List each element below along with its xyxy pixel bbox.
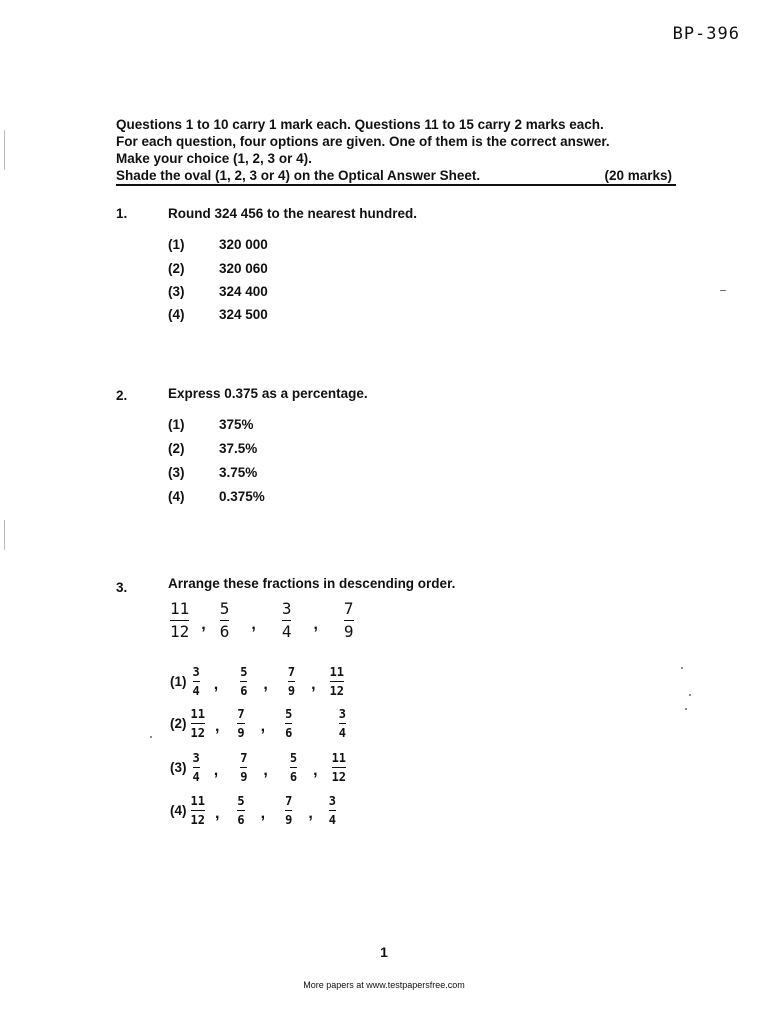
- denominator: 6: [219, 622, 230, 641]
- numerator: 7: [343, 599, 354, 618]
- option-value: 324 400: [219, 284, 268, 299]
- fraction: [220, 601, 230, 640]
- numerator: 7: [287, 665, 296, 679]
- separator: ,: [260, 804, 266, 822]
- fraction: [290, 752, 297, 783]
- option-label: (4): [170, 803, 187, 818]
- question-number: 2.: [116, 388, 128, 403]
- denominator: 6: [289, 770, 298, 784]
- numerator: 5: [240, 665, 248, 679]
- option-label: (4): [168, 307, 185, 322]
- fraction: [285, 795, 292, 826]
- option-value: 0.375%: [219, 489, 265, 504]
- given-fractions: [170, 601, 354, 640]
- scan-mark: [4, 130, 5, 170]
- separator: ,: [214, 804, 220, 822]
- separator: ,: [260, 717, 266, 735]
- denominator: 9: [343, 622, 354, 641]
- option-value: 37.5%: [219, 441, 258, 456]
- separator: ,: [201, 615, 206, 633]
- denominator: 9: [285, 813, 293, 827]
- instruction-shade-row: [116, 167, 672, 184]
- question-number: 1.: [116, 206, 128, 221]
- denominator: 12: [329, 684, 345, 698]
- option-label: (3): [168, 465, 185, 480]
- numerator: 3: [338, 707, 347, 721]
- denominator: 12: [170, 622, 190, 641]
- page-number: 1: [380, 944, 388, 960]
- numerator: 3: [281, 599, 292, 618]
- fraction: [332, 752, 346, 783]
- scan-mark: [4, 520, 5, 550]
- fraction: [344, 601, 354, 640]
- numerator: 7: [240, 751, 248, 765]
- question-text: Arrange these fractions in descending order.: [168, 576, 456, 591]
- scan-mark: [689, 694, 691, 696]
- fraction: [191, 708, 205, 739]
- denominator: 4: [281, 622, 292, 641]
- option-value: 320 000: [219, 237, 268, 252]
- separator: ,: [263, 675, 268, 693]
- denominator: 4: [338, 726, 347, 740]
- instruction-line: Make your choice (1, 2, 3 or 4).: [116, 151, 312, 166]
- fraction: [193, 752, 200, 783]
- option-value: 320 060: [219, 261, 268, 276]
- numerator: 11: [170, 599, 190, 618]
- denominator: 9: [240, 770, 248, 784]
- option-label: (1): [170, 674, 187, 689]
- paper-code: BP-396: [672, 24, 740, 44]
- option-value: 3.75%: [219, 465, 258, 480]
- denominator: 4: [192, 684, 200, 698]
- numerator: 3: [328, 794, 337, 808]
- fraction: [237, 795, 244, 826]
- option-value: 324 500: [219, 307, 268, 322]
- instruction-line: Shade the oval (1, 2, 3 or 4) on the Optical Answer Sheet.: [116, 168, 481, 183]
- numerator: 7: [285, 794, 293, 808]
- denominator: 12: [331, 770, 347, 784]
- separator: ,: [308, 804, 313, 822]
- option-label: (2): [168, 441, 185, 456]
- scan-mark: [150, 736, 152, 738]
- separator: ,: [311, 675, 316, 693]
- denominator: 12: [190, 726, 205, 740]
- numerator: 5: [237, 794, 245, 808]
- separator: ,: [214, 717, 220, 735]
- option-row: [170, 708, 346, 739]
- numerator: 5: [289, 751, 298, 765]
- fraction: [339, 708, 346, 739]
- denominator: 12: [190, 813, 205, 827]
- option-label: (1): [168, 237, 185, 252]
- separator: ,: [213, 761, 219, 779]
- numerator: 5: [219, 599, 230, 618]
- footer-note: More papers at www.testpapersfree.com: [303, 980, 465, 990]
- option-row: [170, 752, 346, 783]
- denominator: 4: [192, 770, 200, 784]
- question-number: 3.: [116, 580, 128, 595]
- scan-mark: [685, 708, 687, 710]
- numerator: 11: [331, 751, 347, 765]
- option-label: (1): [168, 417, 185, 432]
- marks-label: (20 marks): [604, 168, 672, 183]
- option-row: [170, 795, 336, 826]
- option-value: 375%: [219, 417, 254, 432]
- denominator: 4: [328, 813, 337, 827]
- option-label: (2): [168, 261, 185, 276]
- fraction: [193, 666, 200, 697]
- question-text: Round 324 456 to the nearest hundred.: [168, 206, 418, 221]
- fraction: [329, 795, 336, 826]
- fraction: [240, 752, 247, 783]
- denominator: 9: [237, 726, 245, 740]
- instruction-line: Questions 1 to 10 carry 1 mark each. Questions 11 to 15 carry 2 marks each.: [116, 117, 604, 132]
- separator: ,: [313, 615, 318, 633]
- numerator: 11: [329, 665, 345, 679]
- section-divider: [116, 184, 676, 186]
- separator: ,: [213, 675, 219, 693]
- numerator: 5: [285, 707, 293, 721]
- fraction: [170, 601, 189, 640]
- numerator: 3: [192, 665, 200, 679]
- instruction-line: For each question, four options are given. One of them is the correct answer.: [116, 134, 610, 149]
- option-label: (4): [168, 489, 185, 504]
- fraction: [288, 666, 295, 697]
- option-label: (3): [168, 284, 185, 299]
- denominator: 6: [240, 684, 248, 698]
- denominator: 9: [287, 684, 296, 698]
- separator: ,: [263, 761, 268, 779]
- numerator: 3: [192, 751, 200, 765]
- option-label: (3): [170, 760, 187, 775]
- fraction: [240, 666, 247, 697]
- question-text: Express 0.375 as a percentage.: [168, 386, 368, 401]
- scan-mark: [681, 667, 683, 669]
- fraction: [330, 666, 344, 697]
- option-label: (2): [170, 716, 187, 731]
- scan-mark: [720, 290, 726, 291]
- numerator: 7: [237, 707, 245, 721]
- option-row: [170, 666, 344, 697]
- separator: ,: [313, 761, 318, 779]
- numerator: 11: [190, 794, 205, 808]
- fraction: [285, 708, 292, 739]
- instructions-block: [116, 116, 672, 184]
- numerator: 11: [190, 707, 205, 721]
- fraction: [191, 795, 205, 826]
- fraction: [282, 601, 292, 640]
- denominator: 6: [237, 813, 245, 827]
- separator: ,: [251, 615, 256, 633]
- denominator: 6: [285, 726, 293, 740]
- fraction: [237, 708, 244, 739]
